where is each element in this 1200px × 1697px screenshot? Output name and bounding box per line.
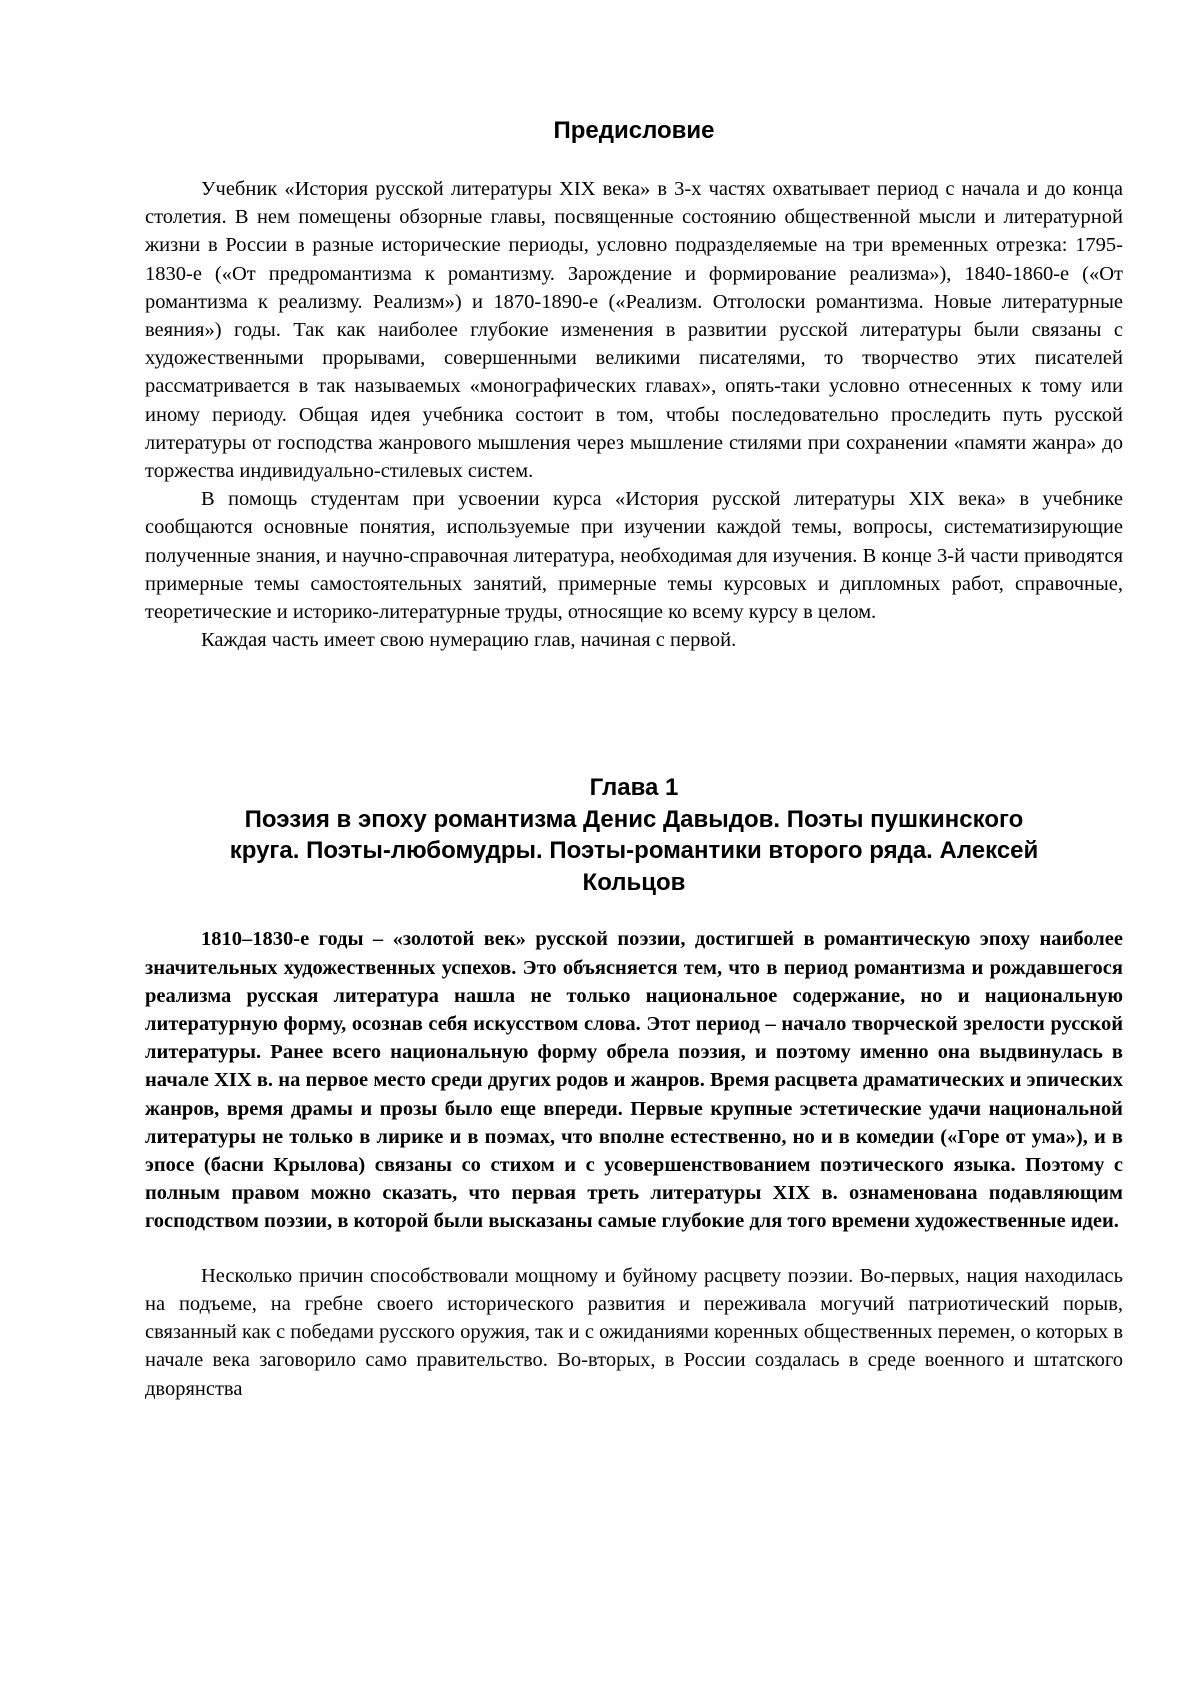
chapter-title-line-1: Поэзия в эпоху романтизма Денис Давыдов. Поэты пушкинского: [244, 805, 1024, 833]
preface-paragraph-2: В помощь студентам при усвоении курса «История русской литературы XIX века» в учебнике сообщаются основные понятия, используемые при изучении каждой темы, вопросы, систематизирующие полученные знания, и научно-справочная литература, необходимая для изучения. В конце 3-й части приводятся примерные темы самостоятельных занятий, примерные темы курсовых и дипломных работ, справочные, теоретические и историко-литературные труды, относящие ко всему курсу в целом.: [145, 488, 1123, 624]
chapter-number: Глава 1: [589, 774, 679, 802]
chapter-title-line-2: круга. Поэты-любомудры. Поэты-романтики второго ряда. Алексей: [229, 837, 1039, 865]
chapter-title-line-3: Кольцов: [582, 868, 686, 896]
page-content: [145, 0, 1123, 1403]
preface-paragraph-3: Каждая часть имеет свою нумерацию глав, начиная с первой.: [201, 629, 737, 652]
preface-paragraph-1: Учебник «История русской литературы XIX века» в 3-х частях охватывает период с начала и до конца столетия. В нем помещены обзорные главы, посвященные состоянию общественной мысли и литературной жизни в России в разные исторические периоды, условно подразделяемые на три временных отрезка: 1795-1830-е («От предромантизма к романтизму. Зарождение и формирование реализма»), 1840-1860-е («От романтизма к реализму. Реализм») и 1870-1890-е («Реализм. Отголоски романтизма. Новые литературные веяния») годы. Так как наиболее глубокие изменения в развитии русской литературы были связаны с художественными прорывами, совершенными великими писателями, то творчество этих писателей рассматривается в так называемых «монографических главах», опять-таки условно отнесенных к тому или иному периоду. Общая идея учебника состоит в том, чтобы последовательно проследить путь русской литературы от господства жанрового мышления через мышление стилями при сохранении «памяти жанра» до торжества индивидуально-стилевых систем.: [145, 178, 1123, 483]
chapter-heading: [145, 772, 1123, 898]
chapter-intro-paragraph: 1810–1830-е годы – «золотой век» русской поэзии, достигшей в романтическую эпоху наиболее значительных художественных успехов. Это объясняется тем, что в период романтизма и рождавшегося реализма русская литература нашла не только национальное содержание, но и национальную литературную форму, осознав себя искусством слова. Этот период – начало творческой зрелости русской литературы. Ранее всего национальную форму обрела поэзия, и поэтому именно она выдвинулась в начале XIX в. на первое место среди других родов и жанров. Время расцвета драматических и эпических жанров, время драмы и прозы было еще впереди. Первые крупные эстетические удачи национальной литературы не только в лирике и в поэмах, что вполне естественно, но и в комедии («Горе от ума»), и в эпосе (басни Крылова) связаны со стихом и с усовершенствованием поэтического языка. Поэтому с полным правом можно сказать, что первая треть литературы XIX в. ознаменована подавляющим господством поэзии, в которой были высказаны самые глубокие для того времени художественные идеи.: [145, 928, 1123, 1233]
preface-title: Предисловие: [553, 117, 715, 144]
chapter-body-paragraph: Несколько причин способствовали мощному и буйному расцвету поэзии. Во-первых, нация находилась на подъеме, на гребне своего исторического развития и переживала могучий патриотический порыв, связанный как с победами русского оружия, так и с ожиданиями коренных общественных перемен, о которых в начале века заговорило само правительство. Во-вторых, в России создалась в среде военного и штатского дворянства: [145, 1264, 1123, 1400]
